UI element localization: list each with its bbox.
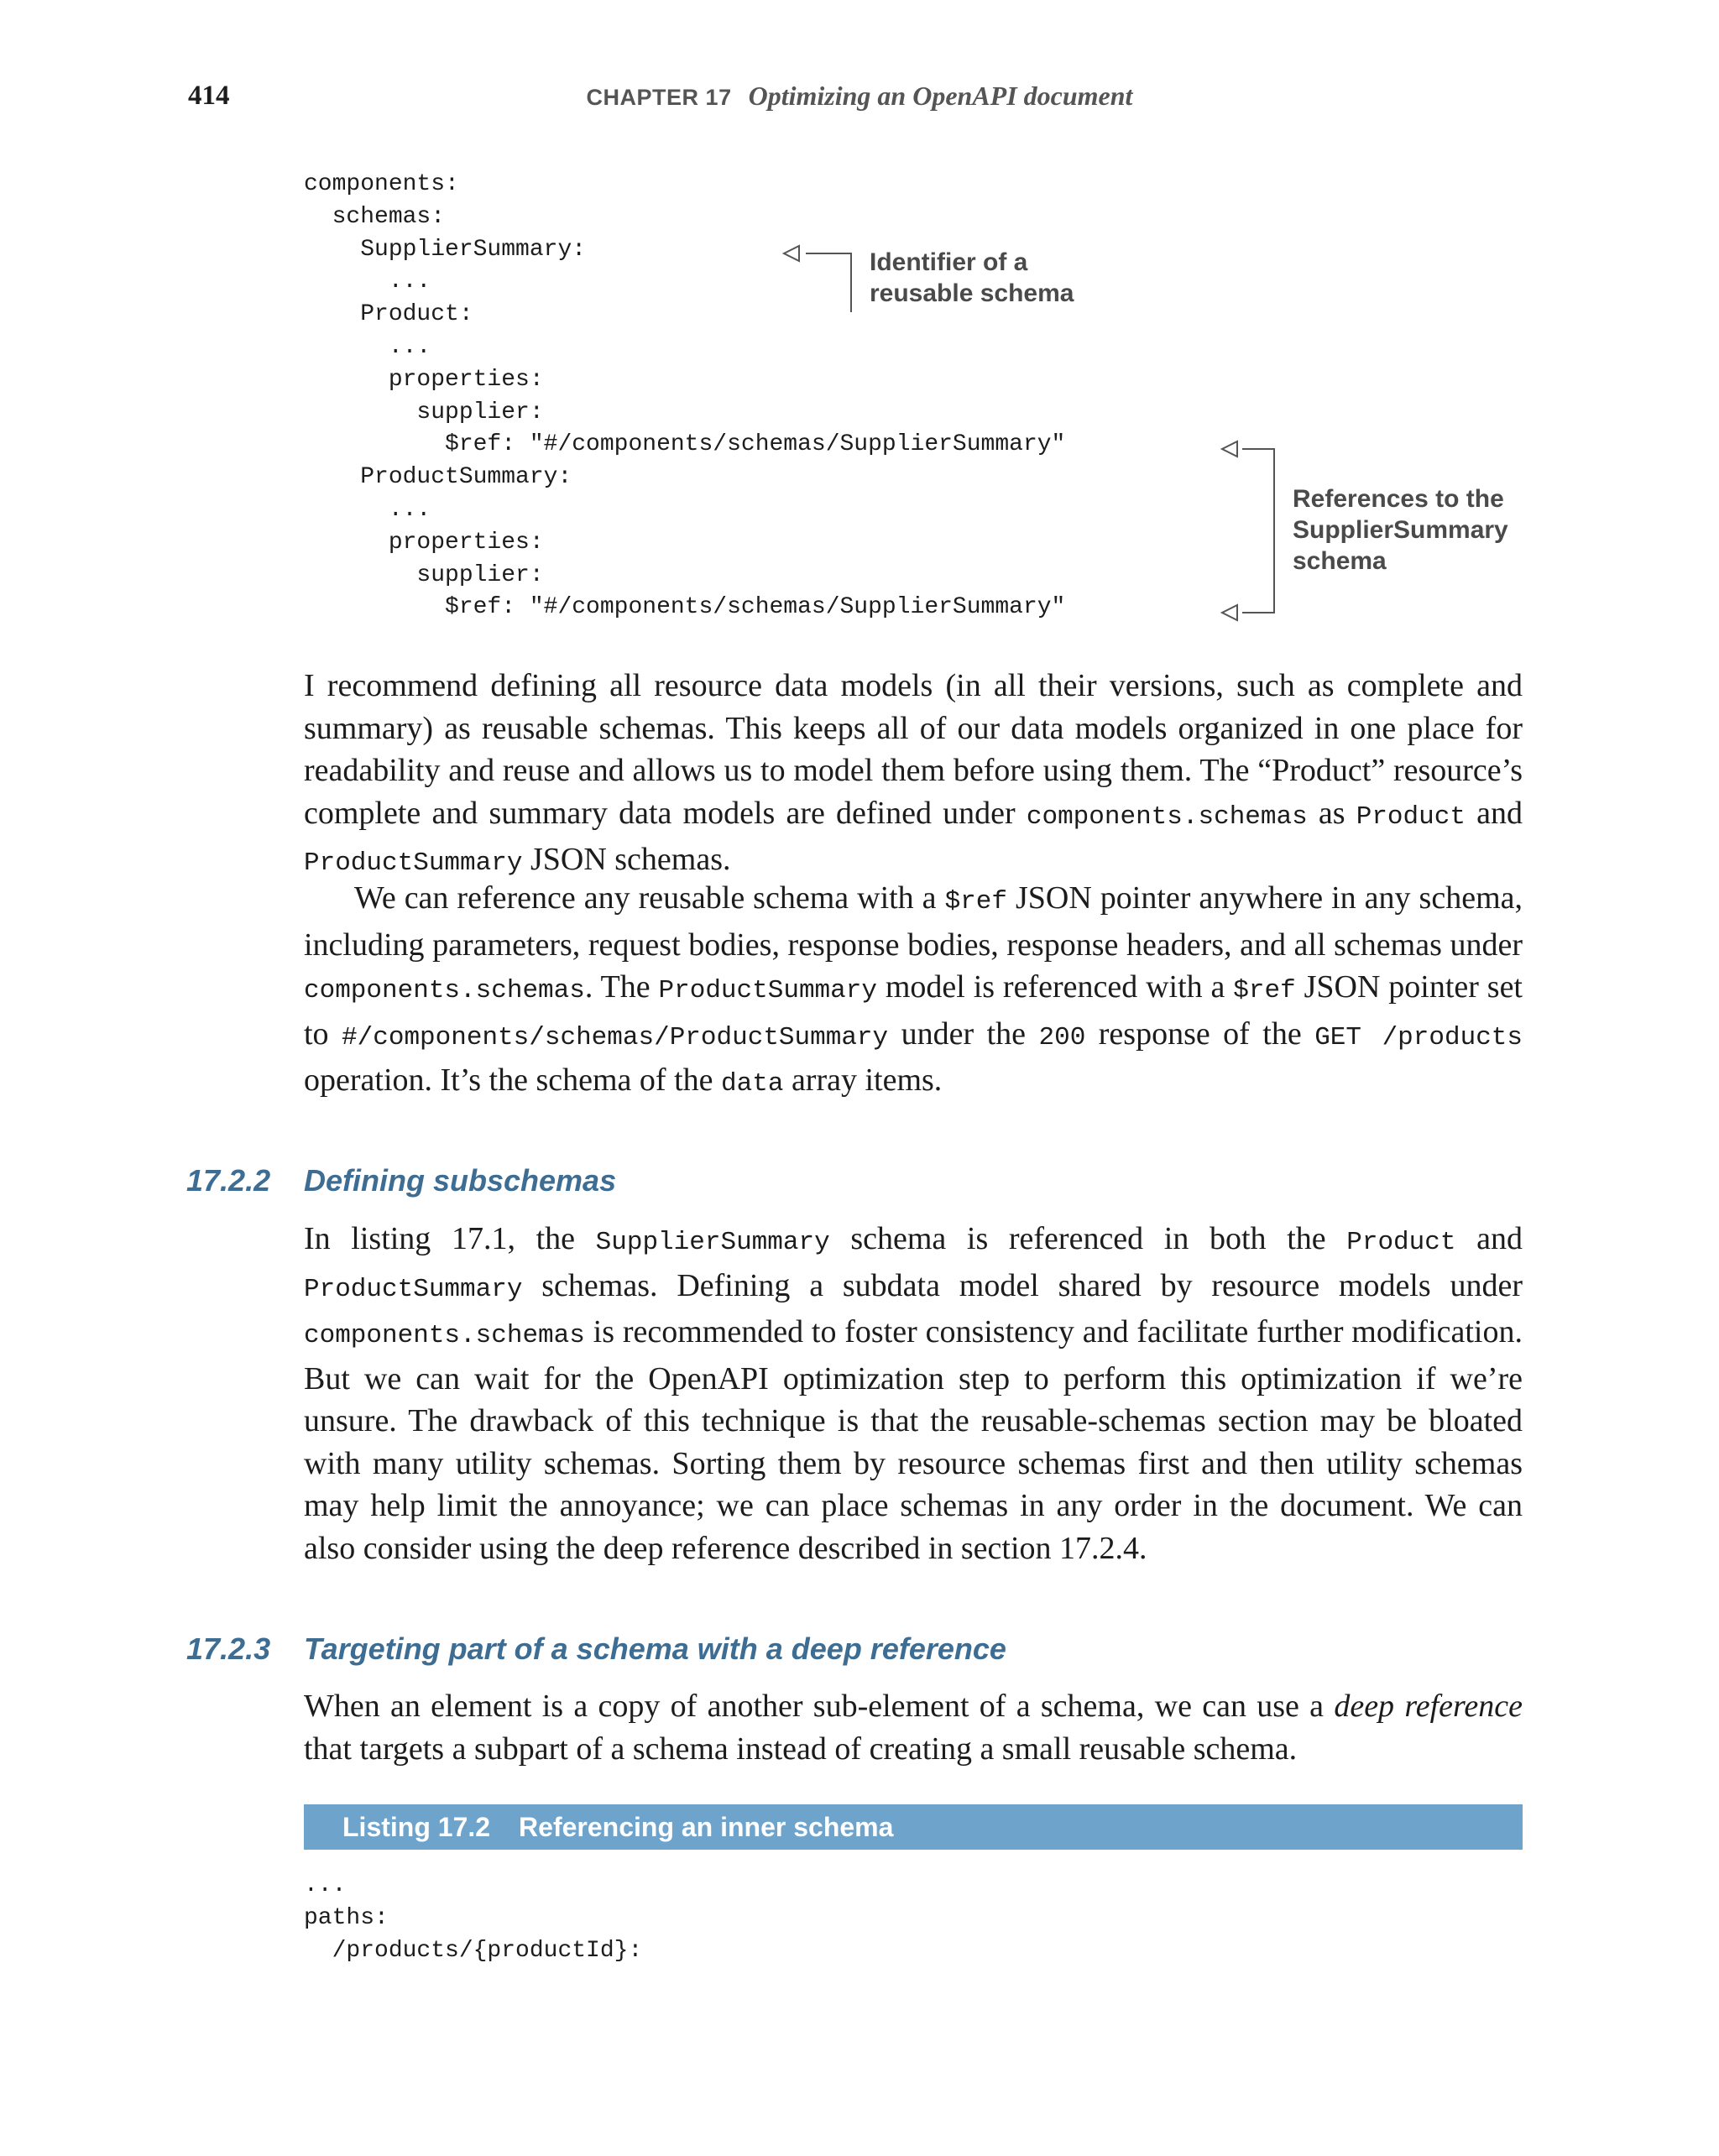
text-line: References to the: [1293, 485, 1504, 513]
text-run: In listing 17.1, the: [304, 1221, 596, 1256]
annotation-identifier: [870, 247, 1074, 309]
chapter-title: Optimizing an OpenAPI document: [748, 81, 1133, 111]
text-run: . The: [584, 969, 659, 1005]
inline-code: components.schemas: [304, 976, 585, 1005]
inline-code: Product: [1346, 1228, 1456, 1257]
leader-line-references: [1242, 449, 1274, 613]
annotation-references: [1293, 483, 1508, 577]
text-run: JSON pointer anywhere in any schema, including parameters, request bodies, response bodies, response headers, and all schemas under: [304, 880, 1523, 963]
section-number: 17.2.2: [186, 1163, 271, 1198]
page-number: 414: [188, 81, 230, 111]
text-line: supplier:: [304, 561, 544, 588]
section-heading-subschemas: [186, 1163, 616, 1198]
inline-code: ProductSummary: [658, 976, 877, 1005]
inline-code: components.schemas: [304, 1321, 585, 1350]
inline-code: ProductSummary: [304, 1274, 523, 1304]
text-line: paths:: [304, 1904, 389, 1931]
text-line: components:: [304, 171, 459, 197]
text-line: supplier:: [304, 399, 544, 425]
text-run: is recommended to foster consistency and facilitate further modification. But we can wait for the OpenAPI optimization step to perform this optimization if we’re unsure. The drawback of this technique is that the reusable-schemas section may be bloated with many utility schemas. Sorting them by resource schemas first and then utility schemas may help limit the annoyance; we can place schemas in any order in the document. We can also consider using the deep reference described in section 17.2.4.: [304, 1314, 1523, 1566]
code-block-paths: [304, 1870, 642, 1967]
inline-code: Product: [1356, 801, 1466, 832]
text-line: /products/{productId}:: [304, 1937, 643, 1964]
text-run: model is referenced with a: [876, 969, 1234, 1005]
text-line: Product:: [304, 301, 473, 328]
text-line: properties:: [304, 529, 544, 556]
inline-code: data: [721, 1069, 784, 1099]
chapter-label: CHAPTER 17: [586, 85, 732, 110]
text-run: response of the: [1085, 1015, 1315, 1052]
inline-code: 200: [1038, 1022, 1086, 1052]
text-line: ProductSummary:: [304, 464, 572, 491]
text-run: under the: [888, 1015, 1039, 1052]
text-line: ...: [304, 496, 431, 523]
section-heading-deep-reference: [186, 1631, 1006, 1667]
text-line: ...: [304, 1872, 347, 1898]
leader-arrow-reference-2: [1222, 605, 1237, 620]
text-run: as: [1307, 795, 1356, 831]
text-line: schema: [1293, 547, 1387, 575]
text-line: $ref: "#/components/schemas/SupplierSummary": [304, 431, 1066, 458]
listing-label: Listing 17.2: [342, 1812, 491, 1842]
text-run: I recommend defining all resource data models (in all their versions, such as complete and summary) as reusable schemas. This keeps all of our data models organized in one place for readability and reuse and allows us to model them before using them. The “Product” resource’s complete and summary data models are defined under: [304, 668, 1523, 831]
leader-line-identifier: [806, 253, 851, 312]
inline-code: $ref: [1233, 976, 1296, 1005]
text-run: We can reference any reusable schema with a: [354, 880, 945, 916]
inline-code: components.schemas: [1026, 801, 1308, 832]
paragraph-deep-reference: [304, 1685, 1523, 1770]
text-run: JSON pointer set to: [304, 969, 1523, 1052]
text-line: ...: [304, 269, 431, 295]
inline-code: #/components/schemas/ProductSummary: [342, 1022, 889, 1052]
text-line: reusable schema: [870, 279, 1074, 307]
text-line: Identifier of a: [870, 248, 1028, 276]
text-run: JSON schemas.: [522, 842, 731, 877]
section-number: 17.2.3: [186, 1631, 271, 1666]
section-title: Targeting part of a schema with a deep reference: [304, 1631, 1006, 1666]
text-run: and: [1455, 1221, 1523, 1256]
emphasis: deep reference: [1334, 1689, 1523, 1724]
text-line: SupplierSummary: [1293, 516, 1508, 544]
text-run: When an element is a copy of another sub-element of a schema, we can use a: [304, 1689, 1335, 1724]
text-line: schemas:: [304, 203, 446, 230]
inline-code: ProductSummary: [304, 848, 523, 878]
text-line: properties:: [304, 366, 544, 393]
section-title: Defining subschemas: [304, 1163, 617, 1198]
text-run: and: [1465, 795, 1523, 831]
text-line: SupplierSummary:: [304, 236, 587, 263]
leader-arrow-reference-1: [1222, 441, 1237, 457]
paragraph-subschemas: [304, 1218, 1523, 1569]
text-run: schemas. Defining a subdata model shared by resource models under: [522, 1267, 1523, 1303]
paragraph-ref-pointer: [304, 877, 1523, 1106]
leader-arrow-identifier: [784, 246, 799, 261]
inline-code: GET /products: [1314, 1022, 1523, 1052]
text-run: operation. It’s the schema of the: [304, 1062, 722, 1098]
listing-caption-bar: [304, 1804, 1523, 1850]
inline-code: $ref: [944, 887, 1007, 916]
listing-title: Referencing an inner schema: [519, 1812, 894, 1842]
text-line: $ref: "#/components/schemas/SupplierSummary": [304, 594, 1066, 621]
text-run: array items.: [783, 1062, 943, 1098]
paragraph-reusable-schemas: [304, 665, 1523, 885]
inline-code: SupplierSummary: [595, 1228, 830, 1257]
text-run: schema is referenced in both the: [829, 1221, 1347, 1256]
text-run: that targets a subpart of a schema instead of creating a small reusable schema.: [304, 1731, 1298, 1767]
text-line: ...: [304, 333, 431, 360]
